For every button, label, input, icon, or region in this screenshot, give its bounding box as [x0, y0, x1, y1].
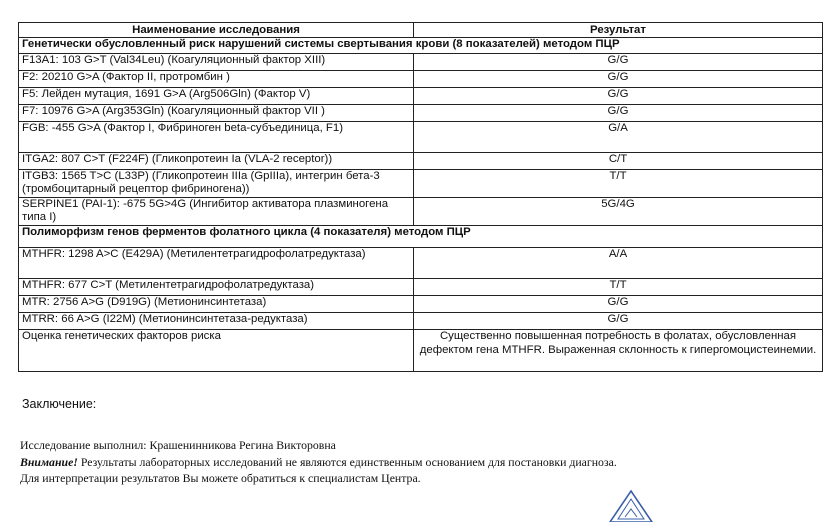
test-result: T/T	[414, 279, 823, 296]
test-name: ITGB3: 1565 T>C (L33P) (Гликопротеин IIIa (GpIIIa), интегрин бета-3 (тромбоцитарный рецептор фибриногена))	[19, 170, 414, 198]
warning-label: Внимание!	[20, 454, 78, 469]
table-row	[19, 88, 823, 105]
header-result: Результат	[414, 23, 823, 38]
table-row	[19, 198, 823, 226]
assessment-result: Существенно повышенная потребность в фолатах, обусловленная дефектом гена MTHFR. Выраженная склонность к гипергомоцистеинемии.	[414, 330, 823, 372]
conclusion-label: Заключение:	[22, 397, 97, 411]
test-name: MTRR: 66 A>G (I22M) (Метионинсинтетаза-редуктаза)	[19, 313, 414, 330]
test-name: SERPINE1 (PAI-1): -675 5G>4G (Ингибитор активатора плазминогена типа I)	[19, 198, 414, 226]
test-result: A/A	[414, 248, 823, 279]
test-result: G/G	[414, 296, 823, 313]
results-table	[18, 22, 823, 372]
test-result: C/T	[414, 153, 823, 170]
table-row	[19, 54, 823, 71]
table-header-row	[19, 23, 823, 38]
test-name: F13A1: 103 G>T (Val34Leu) (Коагуляционный фактор XIII)	[19, 54, 414, 71]
assessment-row	[19, 330, 823, 372]
section-title-folate: Полиморфизм генов ферментов фолатного цикла (4 показателя) методом ПЦР	[19, 226, 823, 248]
test-result: G/G	[414, 105, 823, 122]
table-row	[19, 313, 823, 330]
table-row	[19, 248, 823, 279]
test-name: MTR: 2756 A>G (D919G) (Метионинсинтетаза)	[19, 296, 414, 313]
performed-by-line: Исследование выполнил: Крашенинникова Регина Викторовна	[20, 438, 336, 452]
test-result: G/G	[414, 313, 823, 330]
test-result: G/G	[414, 54, 823, 71]
table-row	[19, 71, 823, 88]
test-result: G/A	[414, 122, 823, 153]
test-name: F5: Лейден мутация, 1691 G>A (Arg506Gln) (Фактор V)	[19, 88, 414, 105]
table-row	[19, 122, 823, 153]
section-row-coagulation	[19, 38, 823, 54]
triangle-logo-icon	[608, 489, 654, 522]
test-name: F7: 10976 G>A (Arg353Gln) (Коагуляционный фактор VII )	[19, 105, 414, 122]
section-title-coagulation: Генетически обусловленный риск нарушений системы свертывания крови (8 показателей) методом ПЦР	[19, 38, 823, 54]
warning-line	[20, 454, 617, 471]
assessment-name: Оценка генетических факторов риска	[19, 330, 414, 372]
test-result: G/G	[414, 88, 823, 105]
test-name: ITGA2: 807 C>T (F224F) (Гликопротеин Ia (VLA-2 receptor))	[19, 153, 414, 170]
contact-line: Для интерпретации результатов Вы можете обратиться к специалистам Центра.	[20, 471, 421, 485]
section-row-folate	[19, 226, 823, 248]
header-name: Наименование исследования	[19, 23, 414, 38]
table-row	[19, 279, 823, 296]
test-name: MTHFR: 1298 A>C (E429A) (Метилентетрагидрофолатредуктаза)	[19, 248, 414, 279]
table-row	[19, 105, 823, 122]
warning-text: Результаты лабораторных исследований не являются единственным основанием для постановки диагноза.	[77, 454, 617, 469]
test-name: FGB: -455 G>A (Фактор I, Фибриноген beta-субъединица, F1)	[19, 122, 414, 153]
test-name: F2: 20210 G>A (Фактор II, протромбин )	[19, 71, 414, 88]
table-row	[19, 296, 823, 313]
test-result: T/T	[414, 170, 823, 198]
report-footer	[20, 437, 617, 487]
test-result: 5G/4G	[414, 198, 823, 226]
test-result: G/G	[414, 71, 823, 88]
table-row	[19, 153, 823, 170]
test-name: MTHFR: 677 C>T (Метилентетрагидрофолатредуктаза)	[19, 279, 414, 296]
table-row	[19, 170, 823, 198]
